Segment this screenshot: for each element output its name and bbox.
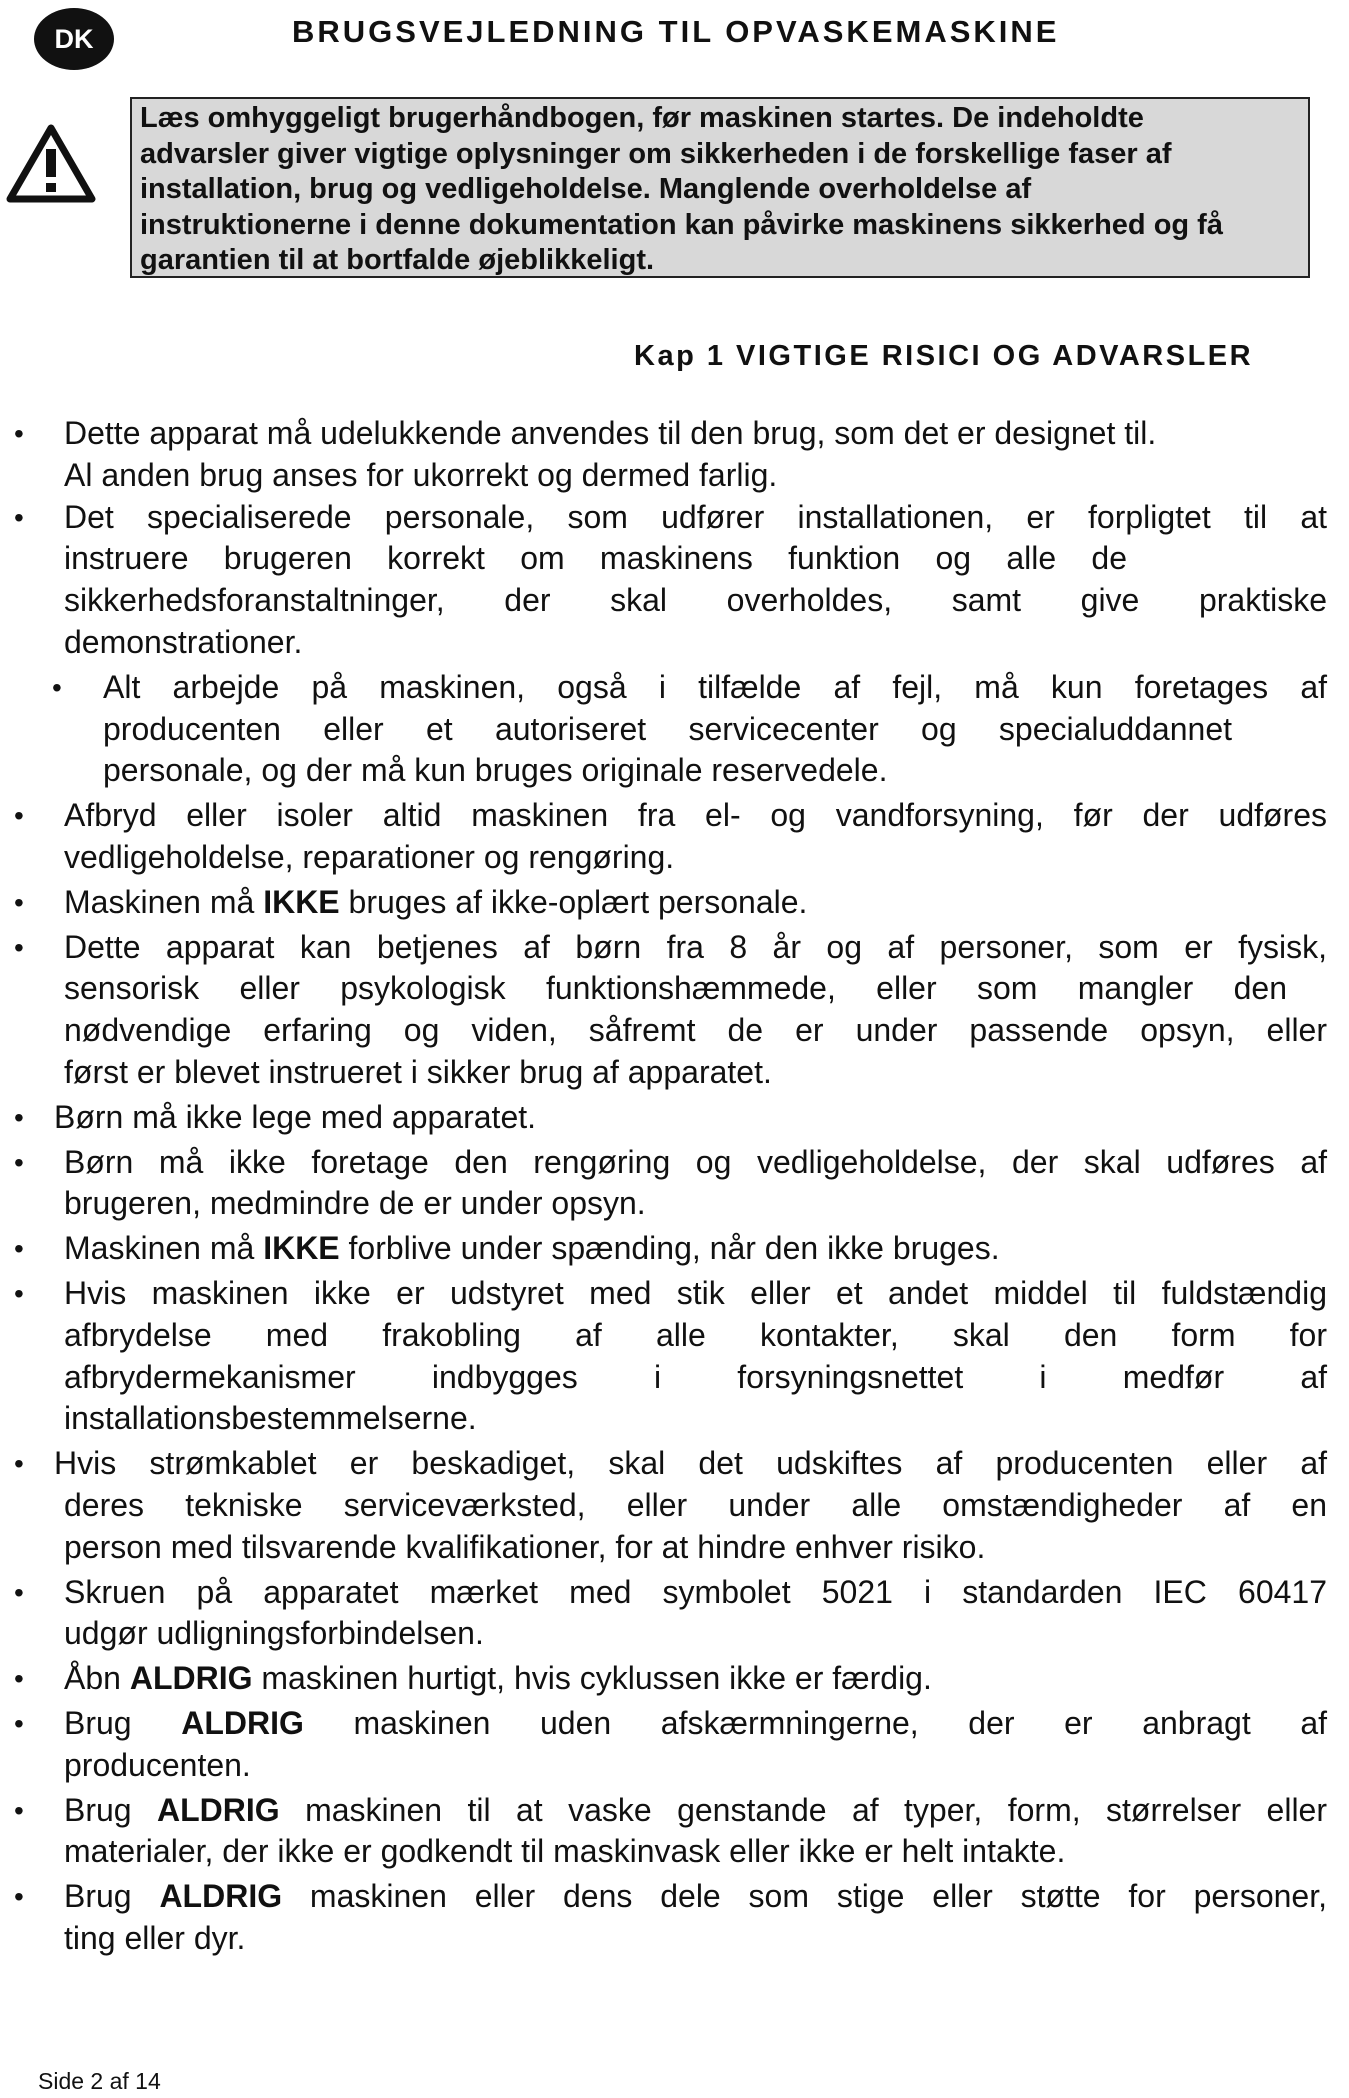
list-item	[0, 795, 1349, 879]
item-line: demonstrationer.	[64, 623, 303, 660]
item-line: Alt arbejde på maskinen, også i tilfælde af fejl, må kun foretages af	[103, 668, 1327, 705]
warning-line: installation, brug og vedligeholdelse. Manglende overholdelse af	[140, 173, 1032, 205]
list-item	[0, 1790, 1349, 1874]
item-line: deres tekniske serviceværksted, eller under alle omstændigheder af en	[64, 1486, 1327, 1523]
list-item	[0, 1097, 1349, 1139]
bullet-icon: •	[14, 1576, 24, 1608]
bullet-icon: •	[14, 1448, 24, 1480]
bullet-icon: •	[14, 800, 24, 832]
bullet-icon: •	[14, 1881, 24, 1913]
document-title: BRUGSVEJLEDNING TIL OPVASKEMASKINE	[292, 14, 1060, 49]
bullet-icon: •	[14, 1101, 24, 1133]
warning-line: advarsler giver vigtige oplysninger om sikkerheden i de forskellige faser af	[140, 137, 1172, 170]
bullet-icon: •	[14, 1146, 24, 1178]
item-line: brugeren, medmindre de er under opsyn.	[64, 1185, 646, 1222]
list-item	[0, 1572, 1349, 1656]
item-line: person med tilsvarende kvalifikationer, for at hindre enhver risiko.	[64, 1528, 986, 1565]
list-item	[0, 497, 1349, 664]
item-line: vedligeholdelse, reparationer og rengøring.	[64, 838, 675, 875]
item-line: sikkerhedsforanstaltninger, der skal overholdes, samt give praktiske	[64, 582, 1327, 619]
item-line: nødvendige erfaring og viden, såfremt de er under passende opsyn, eller	[64, 1012, 1327, 1049]
warning-line: instruktionerne i denne dokumentation kan påvirke maskinens sikkerhed og få	[140, 208, 1223, 241]
warning-line: garantien til at bortfalde øjeblikkeligt.	[140, 244, 655, 276]
language-badge	[34, 8, 114, 70]
list-item	[0, 1876, 1349, 1960]
item-line: Hvis strømkablet er beskadiget, skal det udskiftes af producenten eller af	[54, 1445, 1327, 1482]
item-line: installationsbestemmelserne.	[64, 1400, 477, 1437]
item-line: Maskinen må IKKE forblive under spænding, når den ikke bruges.	[64, 1230, 1000, 1267]
item-line: Al anden brug anses for ukorrekt og dermed farlig.	[64, 456, 778, 493]
warning-triangle-icon	[6, 122, 96, 204]
list-item	[0, 667, 1349, 792]
item-line: afbrydelse med frakobling af alle kontakter, skal den form for	[64, 1316, 1327, 1353]
item-line: sensorisk eller psykologisk funktionshæmmede, eller som mangler den	[64, 970, 1287, 1007]
bullet-icon: •	[14, 886, 24, 918]
item-line: personale, og der må kun bruges originale reservedele.	[103, 752, 888, 789]
item-line: producenten.	[64, 1746, 251, 1783]
language-badge-label: DK	[54, 23, 94, 54]
item-line: producenten eller et autoriseret servicecenter og specialuddannet	[103, 710, 1232, 747]
page-number: Side 2 af 14	[38, 2068, 161, 2094]
item-line: Brug ALDRIG maskinen uden afskærmningerne, der er anbragt af	[64, 1704, 1328, 1741]
item-line: Dette apparat må udelukkende anvendes til den brug, som det er designet til.	[64, 415, 1157, 451]
bullet-icon: •	[14, 1794, 24, 1826]
item-line: først er blevet instrueret i sikker brug af apparatet.	[64, 1053, 772, 1090]
bullet-icon: •	[14, 1233, 24, 1265]
chapter-heading: Kap 1 VIGTIGE RISICI OG ADVARSLER	[634, 340, 1254, 372]
bullet-icon: •	[14, 418, 24, 449]
item-line: ting eller dyr.	[64, 1919, 246, 1956]
item-line: Børn må ikke foretage den rengøring og vedligeholdelse, der skal udføres af	[64, 1143, 1327, 1180]
bullet-icon: •	[14, 501, 24, 533]
bullet-icon: •	[14, 1707, 24, 1739]
list-item	[0, 1658, 1349, 1700]
item-line: Hvis maskinen ikke er udstyret med stik eller et andet middel til fuldstændig	[64, 1274, 1327, 1311]
list-item	[0, 1443, 1349, 1568]
bullet-icon: •	[52, 671, 62, 703]
list-item	[0, 413, 1349, 497]
item-line: Børn må ikke lege med apparatet.	[54, 1098, 537, 1135]
warning-notice	[130, 97, 1310, 278]
list-item	[0, 882, 1349, 924]
list-item	[0, 1142, 1349, 1226]
item-line: Afbryd eller isoler altid maskinen fra el- og vandforsyning, før der udføres	[64, 797, 1327, 834]
item-line: Skruen på apparatet mærket med symbolet 5021 i standarden IEC 60417	[64, 1573, 1327, 1610]
item-line: instruere brugeren korrekt om maskinens funktion og alle de	[64, 540, 1127, 577]
item-line: Åbn ALDRIG maskinen hurtigt, hvis cyklussen ikke er færdig.	[64, 1660, 932, 1697]
bullet-icon: •	[14, 931, 24, 963]
list-item	[0, 1273, 1349, 1440]
item-line: Det specialiserede personale, som udfører installationen, er forpligtet til at	[64, 498, 1327, 535]
item-line: Dette apparat kan betjenes af børn fra 8 år og af personer, som er fysisk,	[64, 928, 1327, 965]
item-line: Maskinen må IKKE bruges af ikke-oplært personale.	[64, 883, 808, 920]
warning-line: Læs omhyggeligt brugerhåndbogen, før maskinen startes. De indeholdte	[140, 102, 1144, 134]
item-line: afbrydermekanismer indbygges i forsyningsnettet i medfør af	[64, 1358, 1327, 1395]
list-item	[0, 1228, 1349, 1270]
list-item	[0, 927, 1349, 1094]
item-line: Brug ALDRIG maskinen eller dens dele som stige eller støtte for personer,	[64, 1878, 1328, 1915]
list-item	[0, 1703, 1349, 1787]
bullet-icon: •	[14, 1277, 24, 1309]
item-line: materialer, der ikke er godkendt til maskinvask eller ikke er helt intakte.	[64, 1833, 1066, 1870]
bullet-icon: •	[14, 1663, 24, 1695]
item-line: Brug ALDRIG maskinen til at vaske genstande af typer, form, størrelser eller	[64, 1791, 1328, 1828]
item-line: udgør udligningsforbindelsen.	[64, 1615, 484, 1652]
safety-list	[0, 413, 1349, 1960]
